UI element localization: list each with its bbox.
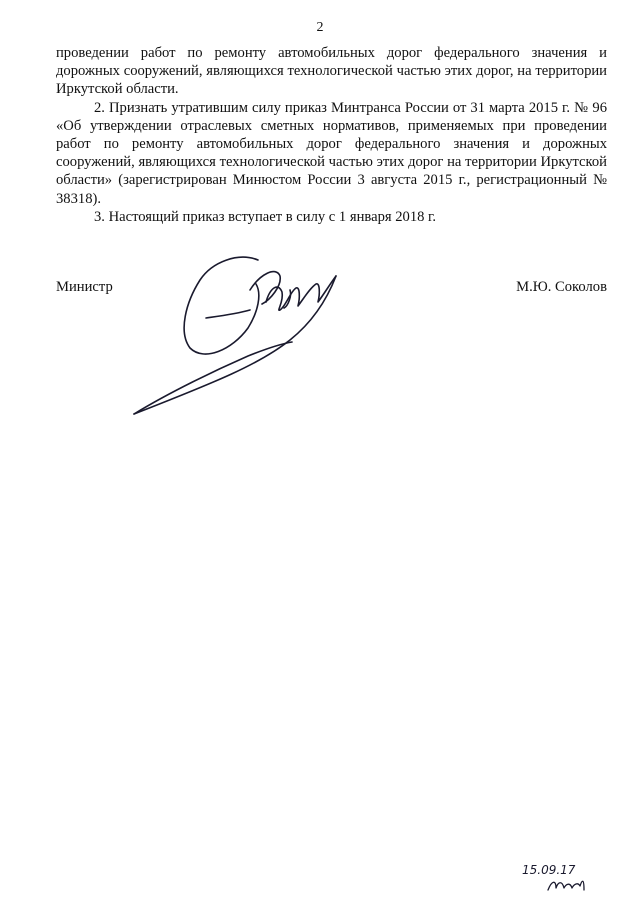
svg-text:15.09.17: 15.09.17 bbox=[522, 863, 576, 877]
page-number: 2 bbox=[316, 20, 324, 35]
handwritten-signature bbox=[120, 232, 360, 422]
signatory-title: Министр bbox=[56, 279, 113, 295]
paragraph-continuation: проведении работ по ремонту автомобильных дорог федерального значения и дорожных сооружений, являющихся технологической частью этих дорог, на территории Иркутской области. bbox=[56, 45, 607, 98]
document-body bbox=[56, 44, 607, 226]
handwritten-date-note bbox=[518, 858, 598, 898]
paragraph-item-2: 2. Признать утратившим силу приказ Минтранса России от 31 марта 2015 г. № 96 «Об утверждении отраслевых сметных нормативов, применяемых при проведении работ по ремонту автомобильных дорог федерального значения и дорожных сооружений, являющихся технологической частью этих дорог на территории Иркутской области» (зарегистрирован Минюстом России 3 августа 2015 г., регистрационный № 38318). bbox=[56, 99, 607, 207]
paragraph-item-3: 3. Настоящий приказ вступает в силу с 1 января 2018 г. bbox=[94, 208, 437, 225]
signatory-name: М.Ю. Соколов bbox=[516, 279, 607, 295]
